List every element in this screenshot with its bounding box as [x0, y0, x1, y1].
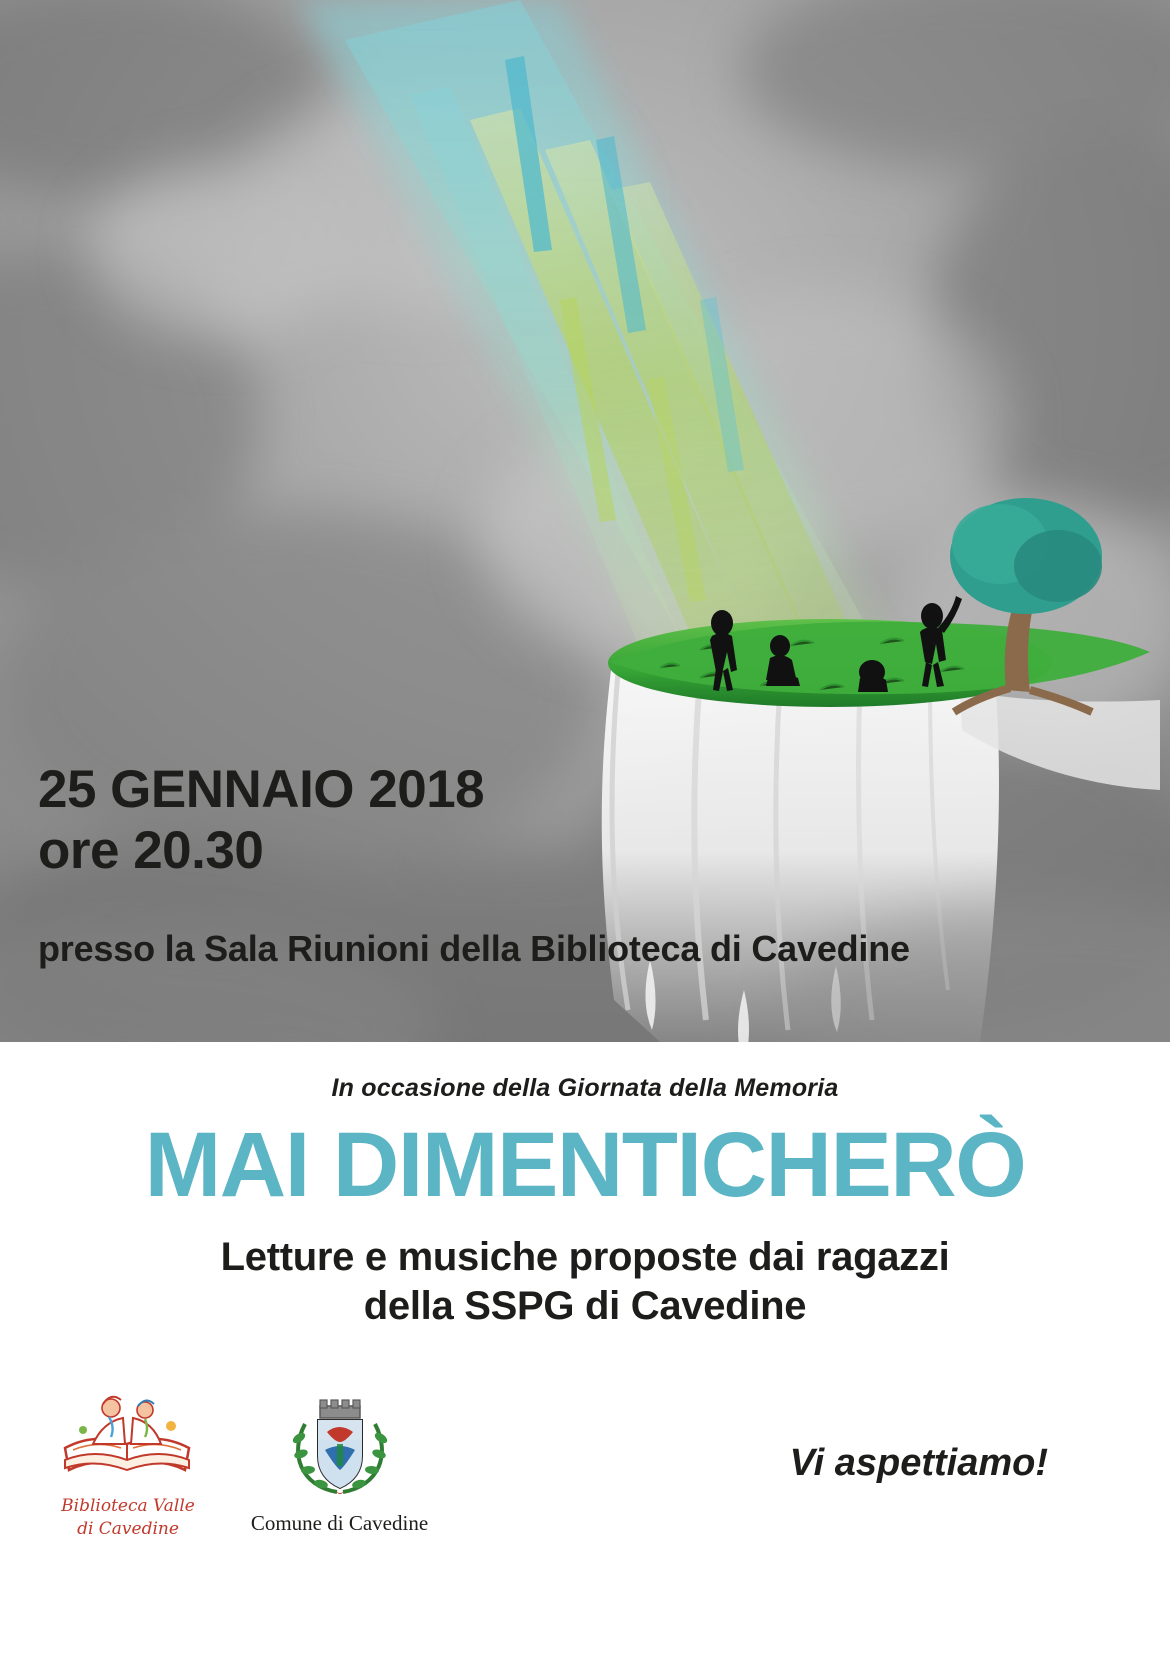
event-date: 25 GENNAIO 2018: [38, 760, 485, 819]
occasion-line: In occasione della Giornata della Memoria: [331, 1074, 839, 1102]
event-details-block: [38, 760, 1098, 970]
logo-biblioteca-caption: [48, 1495, 208, 1541]
welcome-message: Vi aspettiamo!: [789, 1442, 1048, 1484]
subtitle-line-2: della SSPG di Cavedine: [363, 1283, 807, 1328]
logo-comune: [232, 1398, 447, 1536]
logo-biblioteca: [48, 1392, 208, 1541]
logo-biblioteca-line-1: Biblioteca Valle: [61, 1496, 195, 1516]
logos-row: [0, 1392, 1170, 1652]
logo-biblioteca-line-2: di Cavedine: [77, 1518, 179, 1539]
event-time: ore 20.30: [38, 821, 264, 881]
open-book-icon: [53, 1392, 203, 1488]
coat-of-arms-icon: [275, 1398, 405, 1502]
event-venue: presso la Sala Riunioni della Biblioteca di Cavedine: [38, 927, 910, 969]
subtitle-line-1: Letture e musiche proposte dai ragazzi: [220, 1235, 950, 1279]
poster-info-panel: [0, 1042, 1170, 1655]
poster-title: MAI DIMENTICHERÒ: [144, 1114, 1026, 1216]
poster-subtitle: [0, 1233, 1170, 1331]
logo-comune-caption: Comune di Cavedine: [250, 1511, 429, 1535]
